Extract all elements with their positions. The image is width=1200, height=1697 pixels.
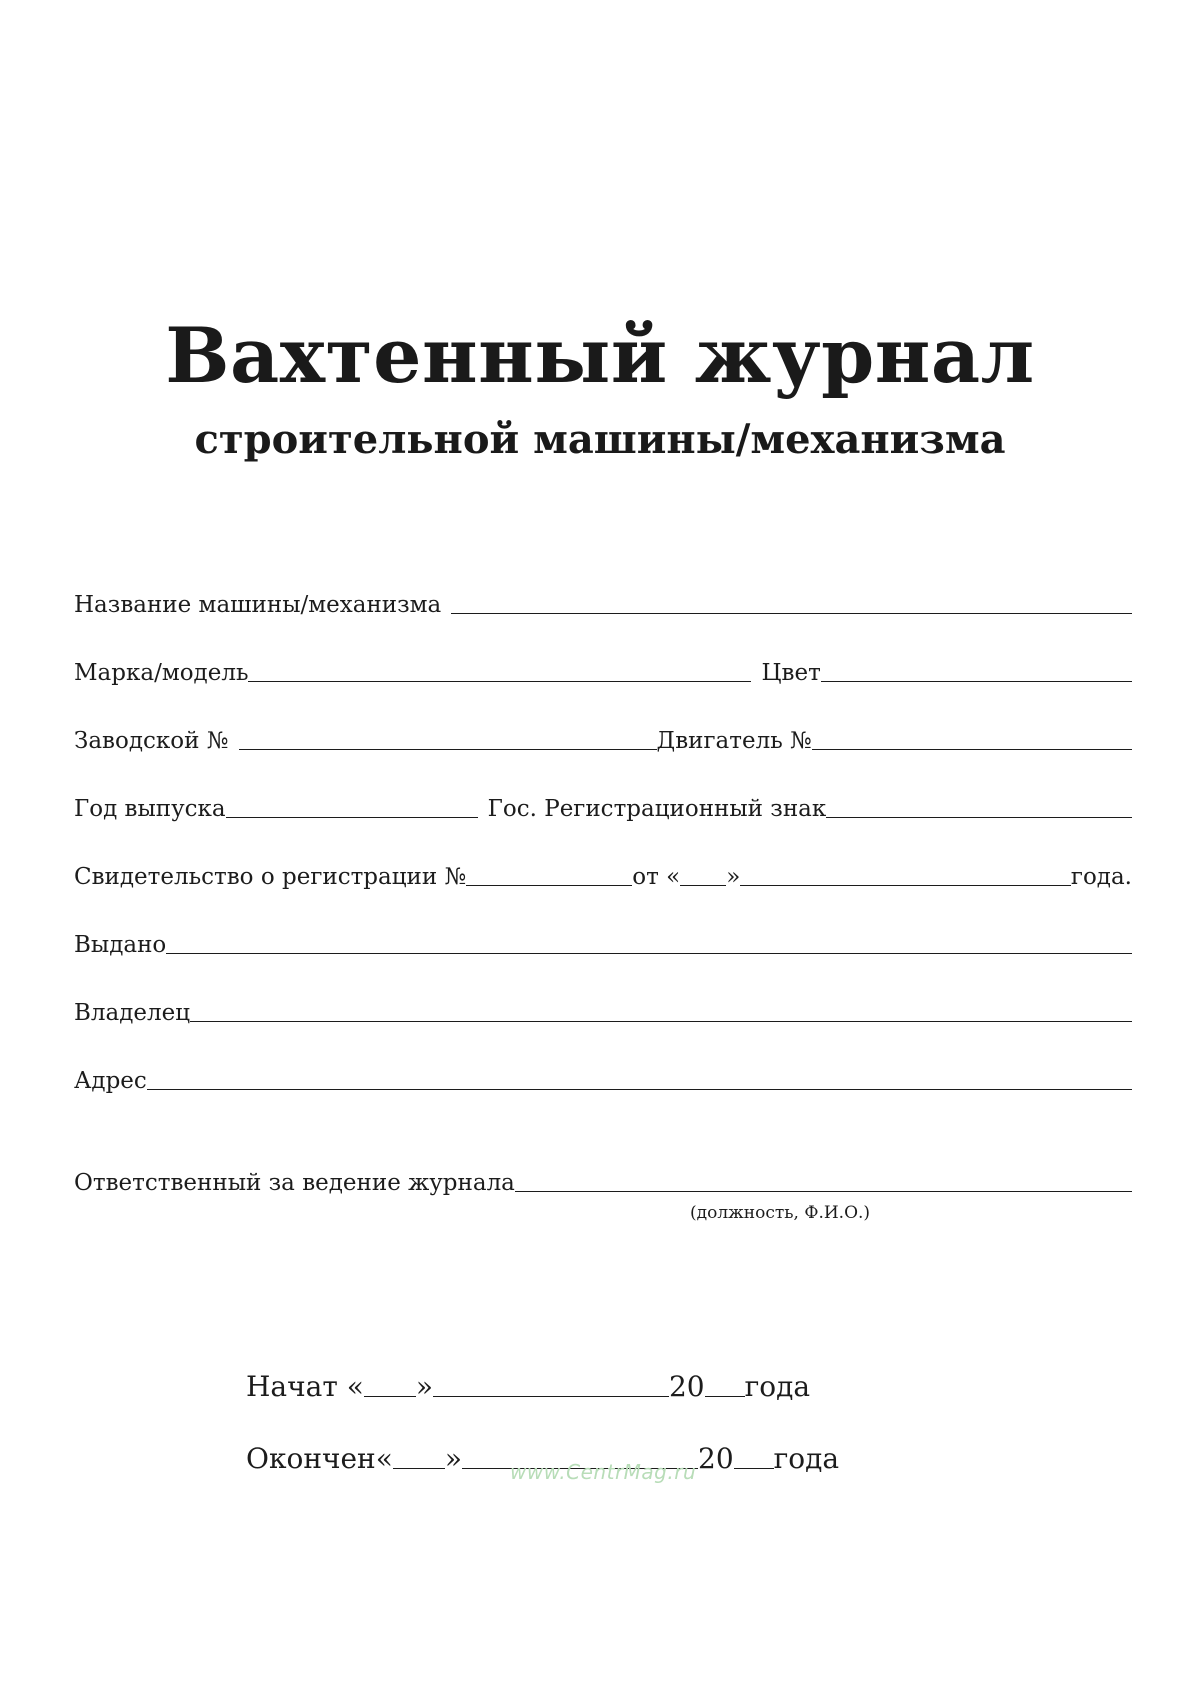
cert-day-field[interactable] xyxy=(680,885,726,886)
started-year-word: года xyxy=(744,1370,811,1403)
started-month-field[interactable] xyxy=(433,1396,669,1397)
issued-row xyxy=(74,918,1132,958)
started-year-field[interactable] xyxy=(705,1396,745,1397)
responsible-field[interactable] xyxy=(515,1191,1132,1192)
machine-name-row xyxy=(74,578,1132,618)
finished-year-word: года xyxy=(773,1442,840,1475)
issued-label: Выдано xyxy=(74,932,167,958)
watermark: www.CentrMag.ru xyxy=(510,1460,697,1484)
responsible-row xyxy=(74,1156,1132,1196)
serial-no-field[interactable] xyxy=(239,749,657,750)
finished-quote-close: » xyxy=(444,1442,462,1475)
page-subtitle: строительной машины/механизма xyxy=(194,416,1006,463)
started-day-field[interactable] xyxy=(364,1396,416,1397)
finished-day-field[interactable] xyxy=(393,1468,445,1469)
color-field[interactable] xyxy=(821,681,1132,682)
brand-model-row xyxy=(74,646,1132,686)
started-century: 20 xyxy=(668,1370,705,1403)
serial-engine-row xyxy=(74,714,1132,754)
page-title: Вахтенный журнал xyxy=(165,311,1035,400)
cert-month-year-field[interactable] xyxy=(740,885,1071,886)
engine-no-label: Двигатель № xyxy=(656,728,812,754)
cert-year-suffix: года. xyxy=(1070,864,1132,890)
reg-certificate-no-field[interactable] xyxy=(466,885,632,886)
owner-row xyxy=(74,986,1132,1026)
address-row xyxy=(74,1054,1132,1094)
reg-sign-label: Гос. Регистрационный знак xyxy=(487,796,827,822)
engine-no-field[interactable] xyxy=(812,749,1132,750)
owner-field[interactable] xyxy=(190,1021,1132,1022)
brand-model-field[interactable] xyxy=(248,681,751,682)
responsible-hint: (должность, Ф.И.О.) xyxy=(690,1203,871,1223)
finished-century: 20 xyxy=(698,1442,734,1475)
machine-name-field[interactable] xyxy=(451,613,1132,614)
started-date-row xyxy=(246,1370,810,1403)
reg-sign-field[interactable] xyxy=(826,817,1132,818)
year-label: Год выпуска xyxy=(74,796,226,822)
cert-quote-close: » xyxy=(726,864,741,890)
year-field[interactable] xyxy=(226,817,478,818)
address-field[interactable] xyxy=(147,1089,1132,1090)
issued-field[interactable] xyxy=(166,953,1132,954)
color-label: Цвет xyxy=(761,660,821,686)
machine-name-label: Название машины/механизма xyxy=(74,592,442,618)
owner-label: Владелец xyxy=(74,1000,191,1026)
cert-from-label: от « xyxy=(632,864,681,890)
reg-certificate-label: Свидетельство о регистрации № xyxy=(74,864,467,890)
responsible-label: Ответственный за ведение журнала xyxy=(74,1170,515,1196)
address-label: Адрес xyxy=(74,1068,147,1094)
year-regsign-row xyxy=(74,782,1132,822)
started-quote-close: » xyxy=(415,1370,433,1403)
finished-label: Окончен« xyxy=(246,1442,393,1475)
brand-model-label: Марка/модель xyxy=(74,660,249,686)
reg-certificate-row xyxy=(74,850,1132,890)
serial-no-label: Заводской № xyxy=(74,728,229,754)
started-label: Начат « xyxy=(246,1370,364,1403)
finished-year-field[interactable] xyxy=(734,1468,774,1469)
